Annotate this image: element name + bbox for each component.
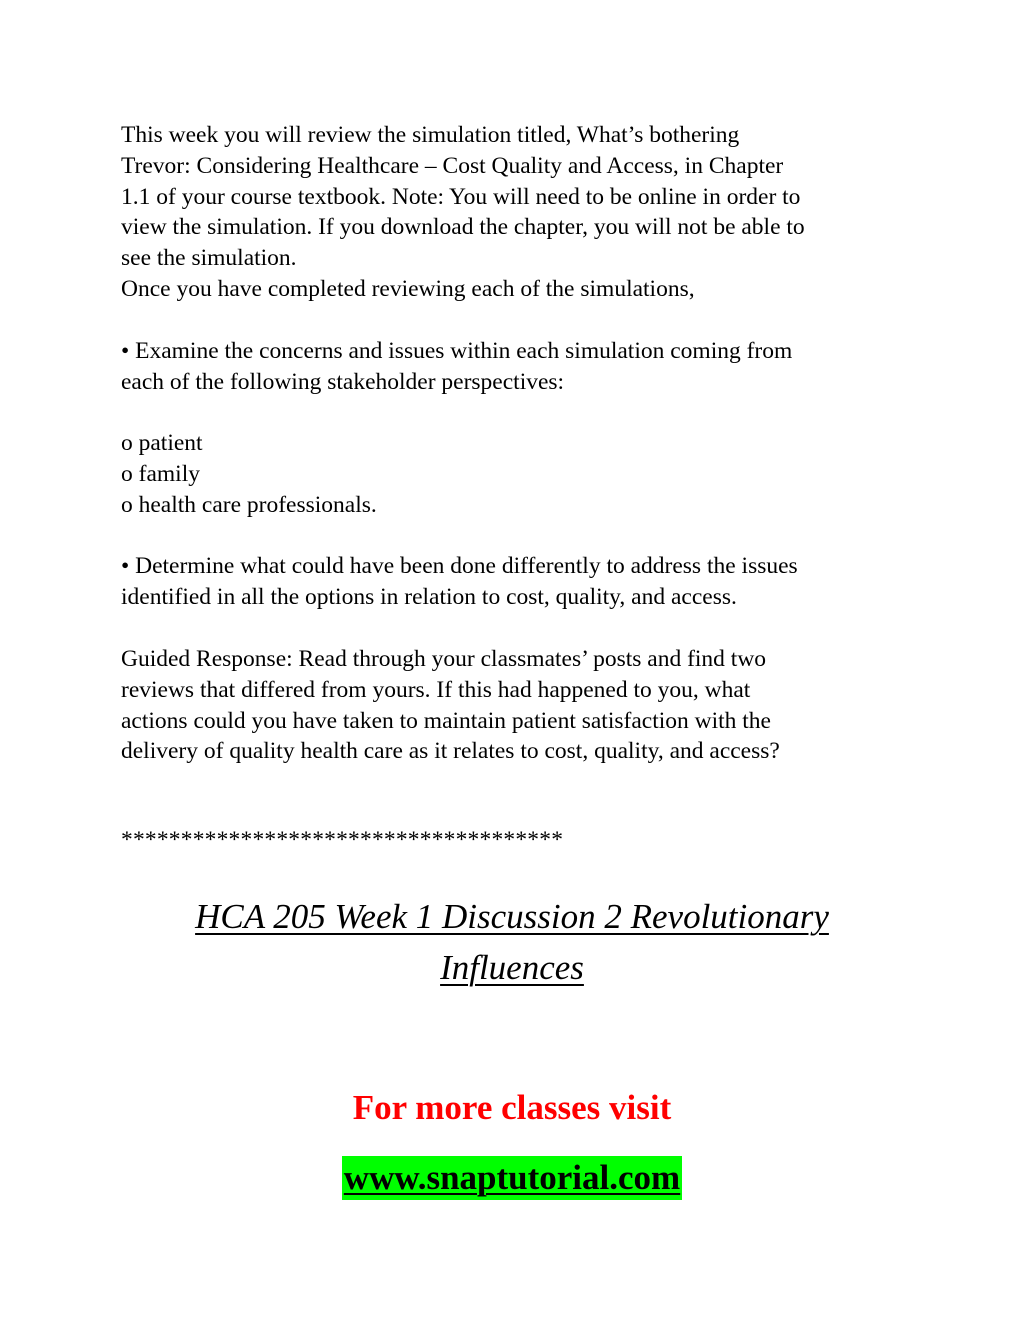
list-item: o family [121,460,200,487]
intro-line: see the simulation. [121,245,297,272]
guided-line: delivery of quality health care as it relates to cost, quality, and access? [121,738,780,765]
guided-line: actions could you have taken to maintain patient satisfaction with the [121,707,771,734]
intro-line: Trevor: Considering Healthcare – Cost Quality and Access, in Chapter [121,152,784,179]
guided-response-paragraph [121,644,911,767]
page-title-continued [0,943,1024,993]
promo-text: For more classes visit [352,1088,672,1127]
bullet-line: • Examine the concerns and issues within each simulation coming from [121,338,793,364]
guided-line: Guided Response: Read through your classmates’ posts and find two [121,646,767,672]
promo-link-container [0,1156,1024,1200]
list-item: o health care professionals. [121,491,377,518]
guided-line: reviews that differed from yours. If this had happened to you, what [121,676,751,703]
bullet-line: identified in all the options in relation to cost, quality, and access. [121,583,737,610]
stakeholder-list [121,428,911,520]
intro-paragraph [121,120,911,305]
intro-line: view the simulation. If you download the chapter, you will not be able to [121,214,805,241]
page-title-line-2: Influences [440,948,584,987]
examine-bullet [121,336,911,398]
list-item: o patient [121,430,203,456]
separator-stars: ************************************* [121,827,564,853]
bullet-line: • Determine what could have been done differently to address the issues [121,553,798,579]
determine-bullet [121,551,911,613]
intro-line: 1.1 of your course textbook. Note: You will need to be online in order to [121,183,801,210]
bullet-line: each of the following stakeholder perspectives: [121,368,565,395]
page-title [0,892,1024,942]
page-title-line-1: HCA 205 Week 1 Discussion 2 Revolutionary [195,897,829,936]
intro-line: Once you have completed reviewing each of the simulations, [121,275,695,302]
intro-line: This week you will review the simulation titled, What’s bothering [121,122,740,148]
website-link[interactable]: www.snaptutorial.com [342,1156,682,1200]
